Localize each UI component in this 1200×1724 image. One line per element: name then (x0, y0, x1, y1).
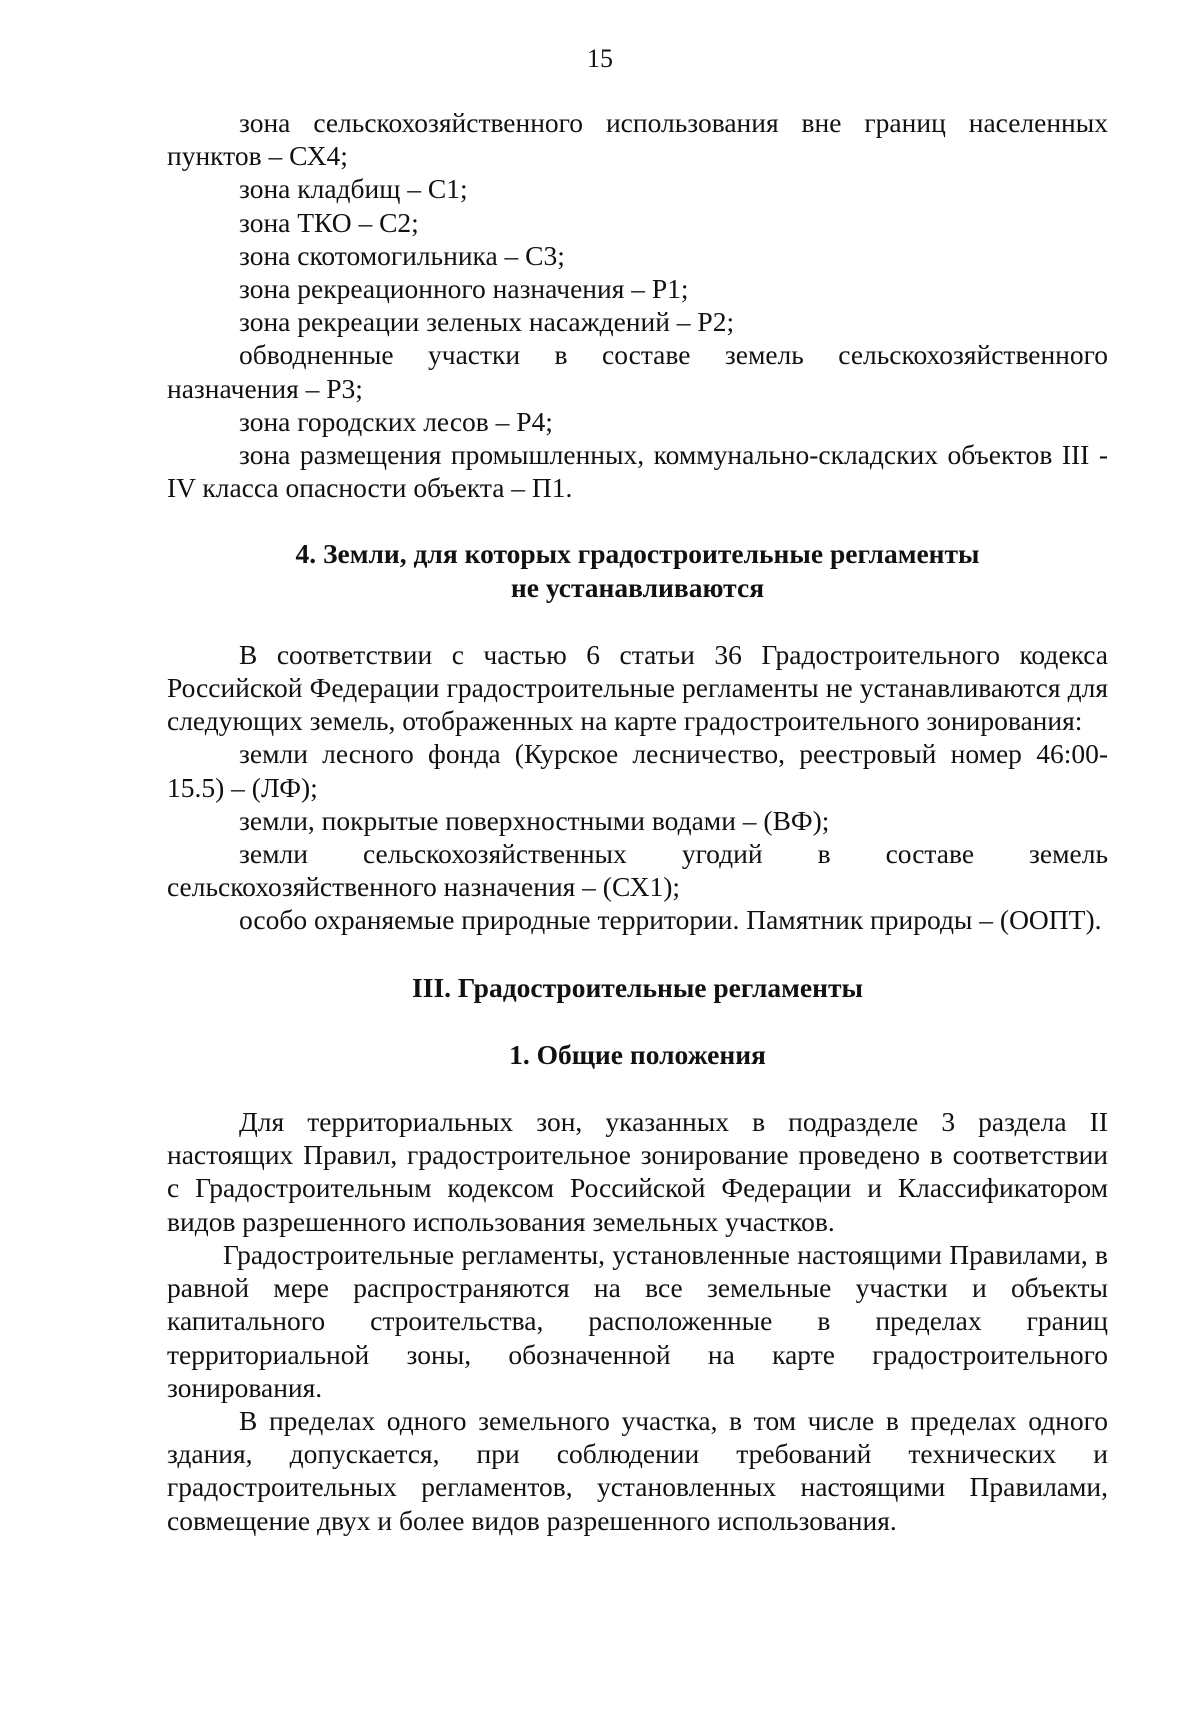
zone-item: зона размещения промышленных, коммунально-складских объектов III - IV класса опасности объекта – П1. (167, 439, 1108, 504)
section-4-heading-line-1: 4. Земли, для которых градостроительные регламенты (295, 538, 980, 570)
document-body (167, 106, 1108, 1537)
zone-item: зона городских лесов – Р4; (239, 405, 553, 437)
zone-item: зона скотомогильника – С3; (239, 239, 565, 271)
section-4-heading-line-2: не устанавливаются (510, 571, 765, 603)
paragraph: Для территориальных зон, указанных в подразделе 3 раздела II настоящих Правил, градостроительное зонирование проведено в соответствии с Градостроительным кодексом Российской Федерации и Классификатором видов разрешенного использования земельных участков. (167, 1106, 1108, 1237)
zone-item: зона кладбищ – С1; (239, 173, 468, 205)
section-4-heading (167, 537, 1108, 603)
zone-item: зона рекреационного назначения – Р1; (239, 273, 689, 305)
general-provisions-heading: 1. Общие положения (509, 1038, 766, 1070)
zone-item: зона рекреации зеленых насаждений – Р2; (239, 306, 735, 338)
zone-item: обводненные участки в составе земель сельскохозяйственного назначения – Р3; (167, 339, 1108, 404)
land-item: земли сельскохозяйственных угодий в составе земель сельскохозяйственного назначения – (СХ1); (167, 838, 1108, 903)
page-number: 15 (587, 44, 613, 73)
paragraph: В пределах одного земельного участка, в том числе в пределах одного здания, допускается, при соблюдении требований технических и градостроительных регламентов, установленных настоящими Правилами, совмещение двух и более видов разрешенного использования. (167, 1404, 1108, 1536)
land-item: особо охраняемые природные территории. Памятник природы – (ООПТ). (239, 904, 1102, 936)
land-item: земли, покрытые поверхностными водами – (ВФ); (239, 804, 830, 836)
section-iii-heading: III. Градостроительные регламенты (412, 971, 863, 1003)
zone-item: зона ТКО – С2; (239, 206, 419, 238)
section-4-intro: В соответствии с частью 6 статьи 36 Градостроительного кодекса Российской Федерации градостроительные регламенты не устанавливаются для следующих земель, отображенных на карте градостроительного зонирования: (167, 638, 1108, 737)
general-provisions-body (167, 1105, 1108, 1537)
paragraph: Градостроительные регламенты, установленные настоящими Правилами, в равной мере распространяются на все земельные участки и объекты капитального строительства, расположенные в пределах границ территориальной зоны, обозначенной на карте градостроительного зонирования. (167, 1238, 1108, 1403)
section-4-body (167, 638, 1108, 937)
zone-list (167, 106, 1108, 504)
land-item: земли лесного фонда (Курское лесничество, реестровый номер 46:00-15.5) – (ЛФ); (167, 738, 1108, 803)
zone-item: зона сельскохозяйственного использования вне границ населенных пунктов – СХ4; (167, 107, 1108, 172)
